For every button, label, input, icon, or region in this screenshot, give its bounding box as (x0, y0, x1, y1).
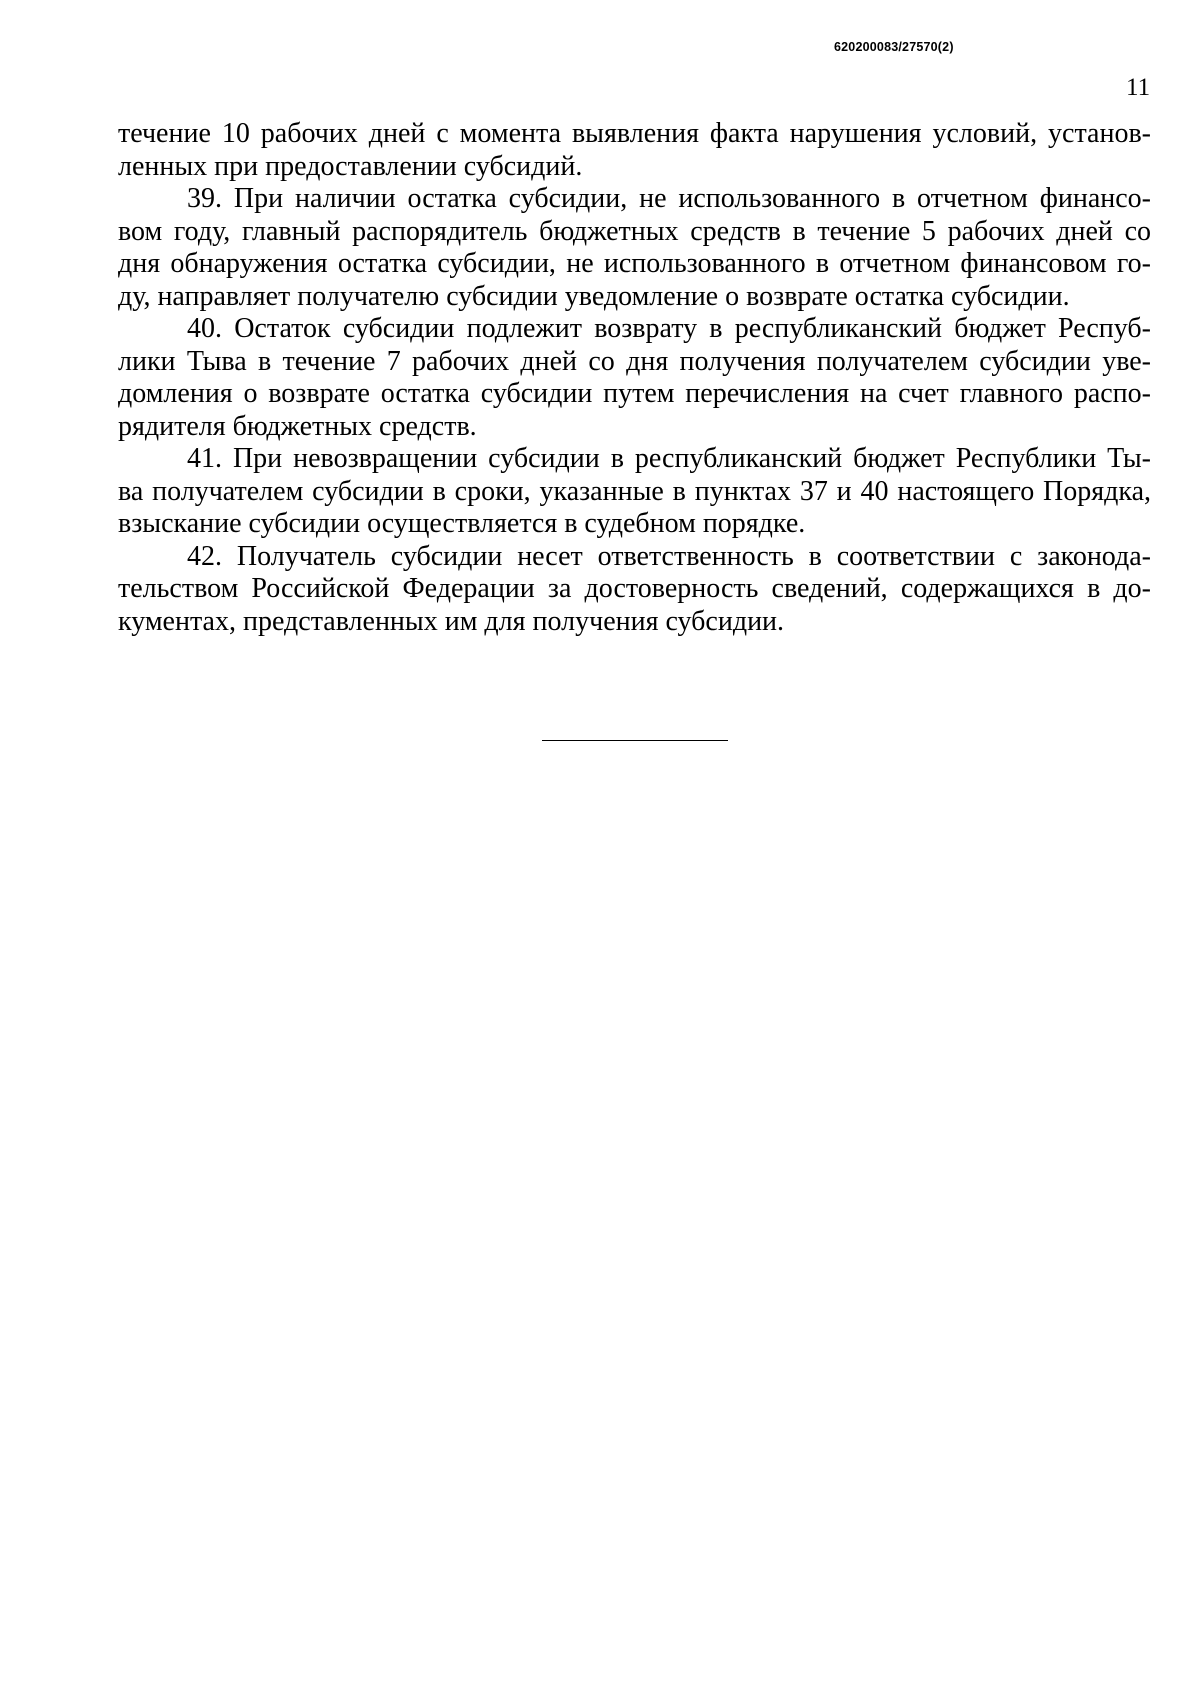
document-id: 620200083/27570(2) (834, 40, 954, 54)
paragraph-41-line: 41. При невозвращении субсидии в республиканский бюджет Республики Ты- (187, 443, 1151, 474)
text-line: взыскание субсидии осуществляется в судебном порядке. (118, 508, 806, 539)
page-number: 11 (1126, 74, 1151, 101)
text-line: домления о возврате остатка субсидии путем перечисления на счет главного распо- (118, 378, 1151, 409)
text-line: течение 10 рабочих дней с момента выявления факта нарушения условий, установ- (118, 118, 1151, 149)
text-line: рядителя бюджетных средств. (118, 410, 477, 442)
text-line: вом году, главный распорядитель бюджетных средств в течение 5 рабочих дней со (118, 215, 1151, 247)
document-body (118, 118, 1151, 638)
paragraph-39-line: 39. При наличии остатка субсидии, не использованного в отчетном финансо- (187, 183, 1151, 214)
text-line: лики Тыва в течение 7 рабочих дней со дня получения получателем субсидии уве- (118, 345, 1151, 377)
text-line: ду, направляет получателю субсидии уведомление о возврате остатка субсидии. (118, 280, 1070, 312)
text-line: тельством Российской Федерации за достоверность сведений, содержащихся в до- (118, 573, 1151, 604)
text-line: дня обнаружения остатка субсидии, не использованного в отчетном финансовом го- (118, 248, 1151, 279)
paragraph-40-line: 40. Остаток субсидии подлежит возврату в республиканский бюджет Респуб- (187, 313, 1151, 344)
end-separator-line (542, 740, 728, 741)
text-line: кументах, представленных им для получения субсидии. (118, 605, 785, 637)
text-line: ва получателем субсидии в сроки, указанные в пунктах 37 и 40 настоящего Порядка, (118, 475, 1151, 507)
text-line: ленных при предоставлении субсидий. (118, 150, 583, 182)
paragraph-42-line: 42. Получатель субсидии несет ответственность в соответствии с законода- (187, 540, 1151, 572)
